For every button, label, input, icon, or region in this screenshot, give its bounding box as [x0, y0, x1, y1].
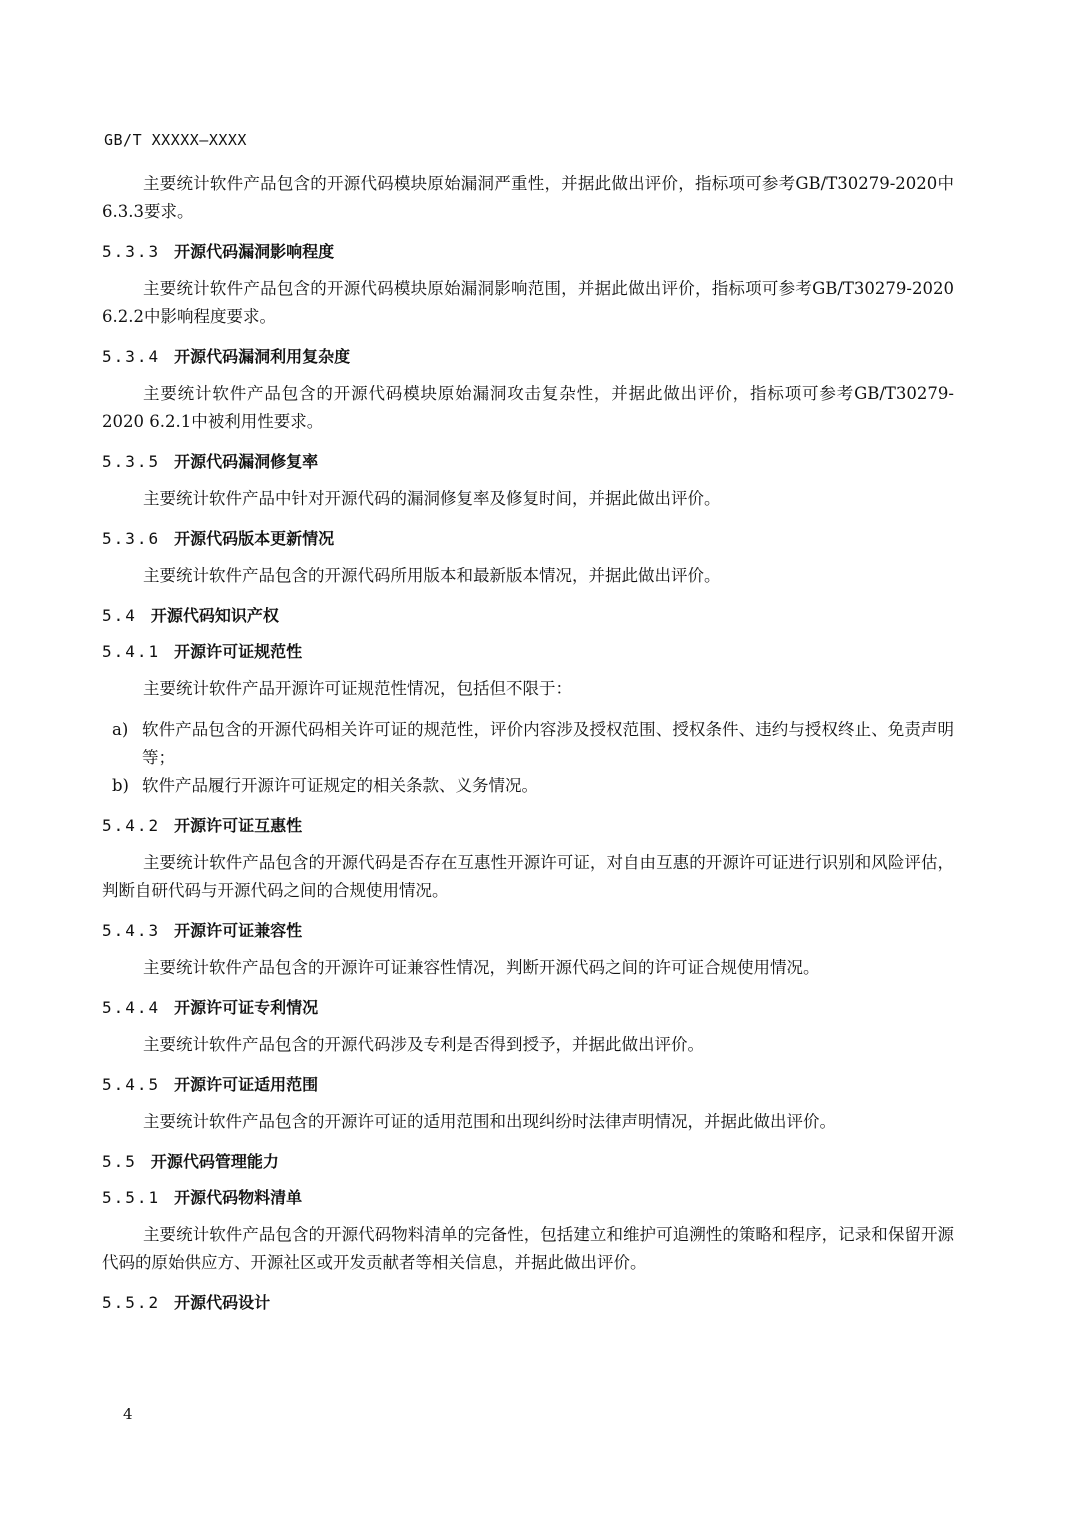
section-number: 5.4 — [102, 606, 137, 625]
body-paragraph: 主要统计软件产品中针对开源代码的漏洞修复率及修复时间，并据此做出评价。 — [143, 489, 721, 508]
list-marker: b) — [112, 776, 129, 795]
section-heading — [102, 995, 954, 1018]
section-title: 开源代码版本更新情况 — [174, 529, 335, 548]
body-paragraph: 主要统计软件产品包含的开源代码模块原始漏洞攻击复杂性，并据此做出评价，指标项可参考GB/T30279-2020 6.2.1中被利用性要求。 — [102, 384, 954, 431]
list-item-text: 软件产品包含的开源代码相关许可证的规范性，评价内容涉及授权范围、授权条件、违约与授权终止、免责声明等； — [142, 720, 954, 767]
body-paragraph: 主要统计软件产品包含的开源许可证的适用范围和出现纠纷时法律声明情况，并据此做出评价。 — [143, 1112, 836, 1131]
list-item-text: 软件产品履行开源许可证规定的相关条款、义务情况。 — [142, 776, 538, 795]
section-title: 开源代码设计 — [174, 1293, 271, 1312]
section-title: 开源代码物料清单 — [174, 1188, 303, 1207]
section-number: 5.5.2 — [102, 1293, 161, 1312]
section-number: 5.3.6 — [102, 529, 161, 548]
section-number: 5.5 — [102, 1152, 137, 1171]
document-body — [102, 170, 954, 1326]
list-marker: a) — [112, 720, 129, 739]
section-heading — [102, 1185, 954, 1208]
section-title: 开源代码管理能力 — [150, 1152, 279, 1171]
body-paragraph: 主要统计软件产品包含的开源代码模块原始漏洞严重性，并据此做出评价，指标项可参考GB/T30279-2020中6.3.3要求。 — [102, 174, 954, 221]
section-heading — [102, 344, 954, 367]
section-number: 5.4.3 — [102, 921, 161, 940]
section-heading — [102, 813, 954, 836]
body-paragraph: 主要统计软件产品开源许可证规范性情况，包括但不限于： — [143, 679, 572, 698]
section-title: 开源许可证兼容性 — [174, 921, 303, 940]
section-title: 开源许可证专利情况 — [174, 998, 319, 1017]
section-number: 5.3.5 — [102, 452, 161, 471]
section-number: 5.4.2 — [102, 816, 161, 835]
section-heading — [102, 603, 954, 626]
section-heading — [102, 1290, 954, 1313]
list-item — [102, 772, 954, 800]
body-paragraph: 主要统计软件产品包含的开源许可证兼容性情况，判断开源代码之间的许可证合规使用情况。 — [143, 958, 820, 977]
document-code-header: GB/T XXXXX—XXXX — [104, 131, 247, 149]
section-title: 开源代码漏洞修复率 — [174, 452, 319, 471]
section-title: 开源代码漏洞利用复杂度 — [174, 347, 351, 366]
body-paragraph: 主要统计软件产品包含的开源代码涉及专利是否得到授予，并据此做出评价。 — [143, 1035, 704, 1054]
section-title: 开源许可证互惠性 — [174, 816, 303, 835]
body-paragraph: 主要统计软件产品包含的开源代码是否存在互惠性开源许可证，对自由互惠的开源许可证进行识别和风险评估，判断自研代码与开源代码之间的合规使用情况。 — [102, 853, 954, 900]
section-title: 开源代码知识产权 — [150, 606, 279, 625]
body-paragraph: 主要统计软件产品包含的开源代码模块原始漏洞影响范围，并据此做出评价，指标项可参考GB/T30279-2020 6.2.2中影响程度要求。 — [102, 279, 954, 326]
section-number: 5.4.4 — [102, 998, 161, 1017]
section-heading — [102, 1149, 954, 1172]
page-number: 4 — [123, 1405, 133, 1423]
section-heading — [102, 639, 954, 662]
section-number: 5.4.5 — [102, 1075, 161, 1094]
body-paragraph: 主要统计软件产品包含的开源代码物料清单的完备性，包括建立和维护可追溯性的策略和程序，记录和保留开源代码的原始供应方、开源社区或开发贡献者等相关信息，并据此做出评价。 — [102, 1225, 954, 1272]
section-heading — [102, 918, 954, 941]
section-heading — [102, 239, 954, 262]
list-item — [102, 716, 954, 772]
section-number: 5.4.1 — [102, 642, 161, 661]
section-title: 开源许可证适用范围 — [174, 1075, 319, 1094]
section-heading — [102, 526, 954, 549]
body-paragraph: 主要统计软件产品包含的开源代码所用版本和最新版本情况，并据此做出评价。 — [143, 566, 721, 585]
section-number: 5.5.1 — [102, 1188, 161, 1207]
section-title: 开源许可证规范性 — [174, 642, 303, 661]
section-number: 5.3.4 — [102, 347, 161, 366]
section-heading — [102, 449, 954, 472]
section-heading — [102, 1072, 954, 1095]
section-number: 5.3.3 — [102, 242, 161, 261]
section-title: 开源代码漏洞影响程度 — [174, 242, 335, 261]
